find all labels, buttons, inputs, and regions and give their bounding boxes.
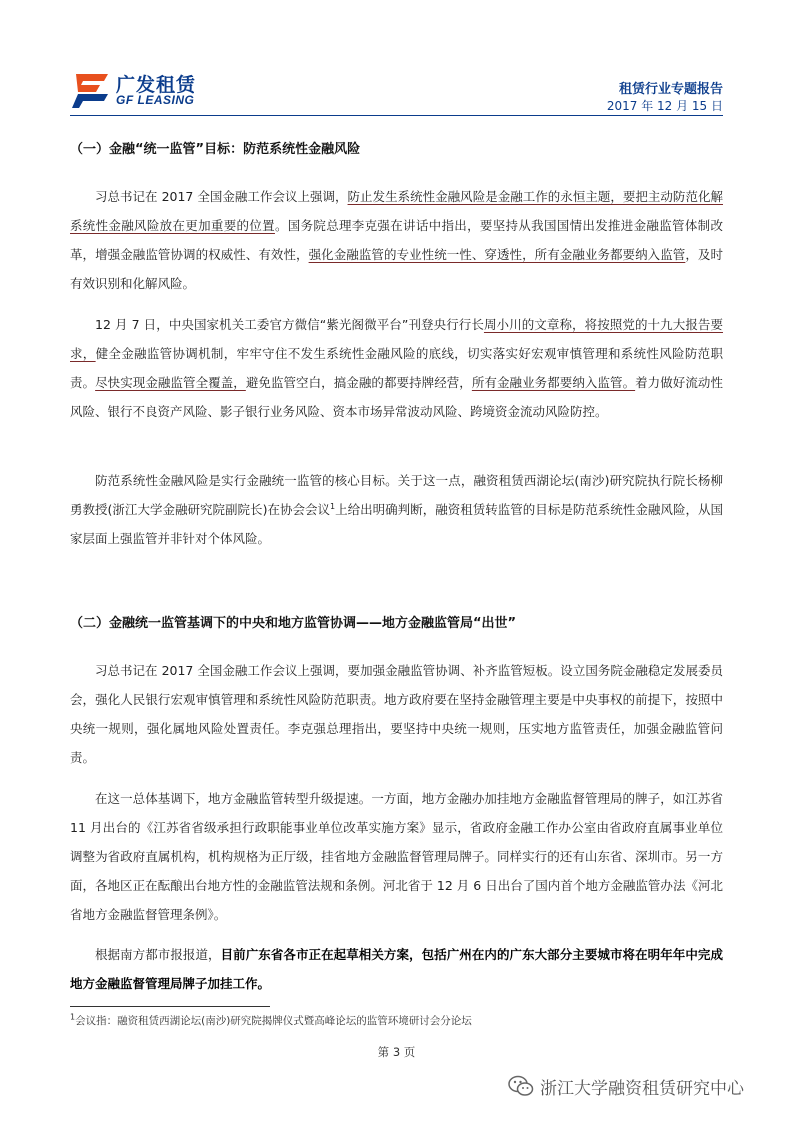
section-1-heading: （一）金融“统一监管”目标：防范系统性金融风险 bbox=[70, 142, 361, 157]
text-run: 12 月 7 日，中央国家机关工委官方微信“紫光阁微平台”刊登央行行长 bbox=[95, 317, 484, 332]
report-type: 租赁行业专题报告 bbox=[618, 82, 723, 97]
header-divider bbox=[70, 115, 723, 116]
text-run: 着力做好流动性风险、银行不良资产风险、影子银行业务风险、资本市场异常波动风险、跨境资金流动风险防控。 bbox=[70, 375, 723, 419]
section-2-paragraph-3 bbox=[70, 940, 723, 998]
section-2-paragraph-1: 习总书记在 2017 全国金融工作会议上强调，要加强金融监管协调、补齐监管短板。设立国务院金融稳定发展委员会，强化人民银行宏观审慎管理和系统性风险防范职责。地方政府要在坚持金融管理主要是中央事权的前提下，按照中央统一规则，强化属地风险处置责任。李克强总理指出，要坚持中央统一规则，压实地方监管责任，加强金融监管问责。 bbox=[70, 663, 723, 765]
footnote-text: 会议指：融资租赁西湖论坛(南沙)研究院揭牌仪式暨高峰论坛的监管环境研讨会分论坛 bbox=[75, 1015, 472, 1027]
watermark-text: 浙江大学融资租赁研究中心 bbox=[540, 1079, 744, 1099]
underlined-text: 周小川的文章称，将按照党的十九大报告要求， bbox=[70, 317, 723, 361]
section-2-heading: （二）金融统一监管基调下的中央和地方监管协调——地方金融监管局“出世” bbox=[70, 616, 517, 631]
text-run: 。国务院总理李克强在讲话中指出，要坚持从我国国情出发推进金融监管体制改革，增强金融监管协调的权威性、有效性， bbox=[70, 218, 723, 262]
footnote-ref: 1 bbox=[330, 501, 336, 511]
section-1-paragraph-1 bbox=[70, 182, 723, 298]
text-run: 防范系统性金融风险是实行金融统一监管的核心目标。关于这一点，融资租赁西湖论坛(南沙)研究院执行院长杨柳勇教授(浙江大学金融研究院副院长)在协会会议 bbox=[70, 473, 723, 517]
footnote-divider bbox=[70, 1006, 270, 1007]
brand-name-en: GF LEASING bbox=[116, 93, 195, 107]
page-number: 第 3 页 bbox=[377, 1045, 416, 1059]
bold-text: 目前广东省各市正在起草相关方案，包括广州在内的广东大部分主要城市将在明年年中完成地方金融监督管理局牌子加挂工作。 bbox=[70, 947, 723, 991]
footnote bbox=[70, 1013, 472, 1028]
text-run: 避免监管空白，搞金融的都要持牌经营， bbox=[245, 375, 472, 390]
text-run: ，及时有效识别和化解风险。 bbox=[70, 247, 723, 291]
text-run: 健全金融监管协调机制，牢牢守住不发生系统性金融风险的底线，切实落实好宏观审慎管理和系统性风险防范职责。 bbox=[70, 346, 723, 390]
text-run: 上给出明确判断，融资租赁转监管的目标是防范系统性金融风险，从国家层面上强监管并非针对个体风险。 bbox=[70, 502, 723, 546]
text-run: 习总书记在 2017 全国金融工作会议上强调， bbox=[95, 189, 348, 204]
section-2-paragraph-2: 在这一总体基调下，地方金融监管转型升级提速。一方面，地方金融办加挂地方金融监督管理局的牌子，如江苏省 11 月出台的《江苏省省级承担行政职能事业单位改革实施方案》显示，省政府金融工作办公室由省政府直属事业单位调整为省政府直属机构，机构规格为正厅级，挂省地方金融监督管理局牌子。同样实行的还有山东省、深圳市。另一方面，各地区正在酝酿出台地方性的金融监管法规和条例。河北省于 12 月 6 日出台了国内首个地方金融监管办法《河北省地方金融监督管理条例》。 bbox=[70, 791, 723, 922]
underlined-text: 防止发生系统性金融风险是金融工作的永恒主题，要把主动防范化解系统性金融风险放在更加重要的位置 bbox=[70, 189, 723, 233]
underlined-text: 所有金融业务都要纳入监管。 bbox=[471, 375, 636, 390]
wechat-icon bbox=[508, 1074, 534, 1098]
section-1-paragraph-3 bbox=[70, 466, 723, 553]
gf-logo-icon bbox=[70, 70, 112, 110]
report-date: 2017 年 12 月 15 日 bbox=[606, 99, 723, 113]
footnote-mark: 1 bbox=[70, 1012, 76, 1022]
section-1-paragraph-2 bbox=[70, 310, 723, 426]
brand-name-cn: 广发租赁 bbox=[116, 74, 197, 96]
underlined-text: 强化金融监管的专业性统一性、穿透性，所有金融业务都要纳入监管 bbox=[308, 247, 686, 262]
page-header bbox=[70, 70, 723, 120]
text-run: 根据南方都市报报道， bbox=[95, 947, 221, 962]
underlined-text: 尽快实现金融监管全覆盖， bbox=[95, 375, 246, 390]
company-logo bbox=[70, 70, 270, 110]
